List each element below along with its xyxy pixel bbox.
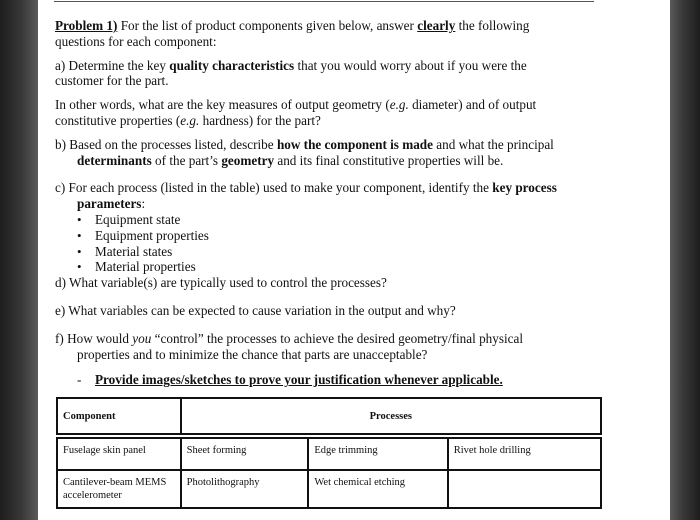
question-f: f) How would you “control” the processes to achieve the desired geometry/final physical [55, 330, 524, 346]
table-row [57, 438, 601, 470]
cell-process: Wet chemical etching [308, 470, 447, 508]
question-f-line2: properties and to minimize the chance that parts are unacceptable? [77, 346, 428, 362]
components-table [56, 397, 602, 509]
clearly-emphasis: clearly [417, 18, 456, 33]
problem-intro-line2: questions for each component: [55, 33, 217, 49]
list-item: • Equipment state [55, 212, 605, 228]
question-c: c) For each process (listed in the table) used to make your component, identify the key process [55, 180, 557, 196]
problem-text [55, 18, 605, 388]
question-a-other-words: In other words, what are the key measures of output geometry (e.g. diameter) and of output [55, 97, 537, 113]
cell-process: Sheet forming [181, 438, 309, 470]
process-parameter-list [55, 212, 605, 275]
header-component: Component [57, 398, 181, 434]
table-header-row [57, 398, 601, 434]
cell-component: Fuselage skin panel [57, 438, 181, 470]
question-a-other-words-line2: constitutive properties (e.g. hardness) for the part? [55, 112, 321, 128]
question-a: a) Determine the key quality characteristics that you would worry about if you were the [55, 57, 527, 73]
cell-process: Edge trimming [308, 438, 447, 470]
header-processes: Processes [181, 398, 601, 434]
question-e: e) What variables can be expected to cause variation in the output and why? [55, 302, 456, 318]
cell-process [448, 470, 601, 508]
question-d: d) What variable(s) are typically used to control the processes? [55, 275, 387, 291]
table-row [57, 470, 601, 508]
question-b: b) Based on the processes listed, describe how the component is made and what the principal [55, 136, 554, 152]
cell-process: Rivet hole drilling [448, 438, 601, 470]
requirement-note: - Provide images/sketches to prove your justification whenever applicable. [77, 372, 503, 388]
list-item: • Equipment properties [55, 228, 605, 244]
problem-title: Problem 1) [55, 18, 118, 33]
question-a-line2: customer for the part. [55, 73, 169, 89]
left-edge-shadow [0, 0, 38, 520]
question-c-line2: parameters: [77, 196, 146, 212]
problem-intro: Problem 1) For the list of product components given below, answer clearly the following [55, 18, 530, 33]
list-item: • Material states [55, 244, 605, 260]
question-b-line2: determinants of the part’s geometry and its final constitutive properties will be. [77, 152, 504, 168]
top-rule [54, 1, 594, 2]
right-edge-shadow [670, 0, 700, 520]
list-item: • Material properties [55, 259, 605, 275]
cell-process: Photolithography [181, 470, 309, 508]
cell-component: Cantilever-beam MEMS accelerometer [57, 470, 181, 508]
